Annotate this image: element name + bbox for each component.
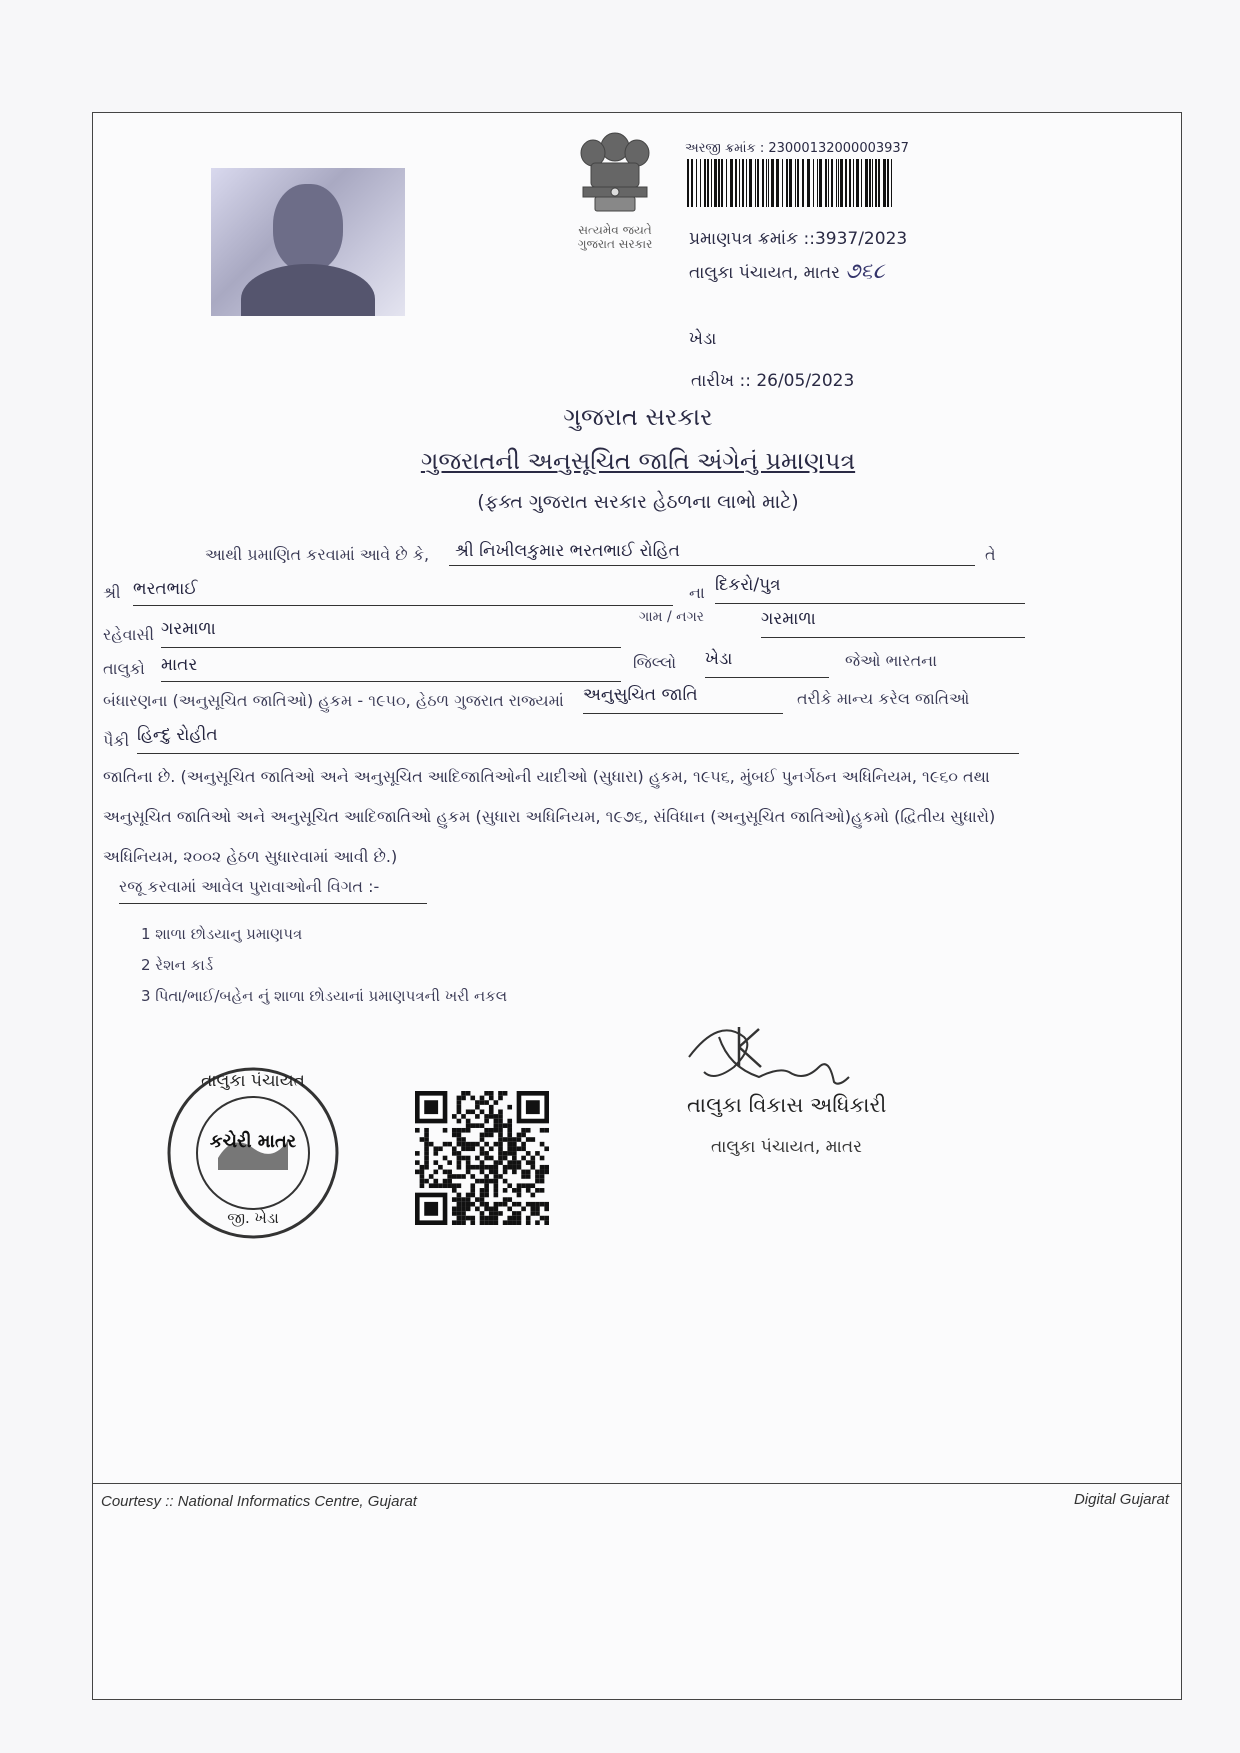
district-label: જિલ્લો [633, 653, 677, 672]
constitution-text: બંધારણના (અનુસૂચિત જાતિઓ) હુકમ - ૧૯૫૦, હેઠળ ગુજરાત રાજ્યમાં [103, 691, 564, 710]
signatory-title: તાલુકા વિકાસ અધિકારી [687, 1093, 887, 1117]
certificate-number: પ્રમાણપત્ર ક્રમાંક ::3937/2023 [689, 229, 908, 249]
certificate-note: (ફક્ત ગુજરાત સરકાર હેઠળના લાભો માટે) [477, 491, 799, 513]
caste-value: હિન્દુ રોહીત [137, 725, 1019, 754]
applicant-name: શ્રી નિખીલકુમાર ભરતભાઈ રોહિત [449, 541, 975, 566]
village-label: ગામ / નગર [639, 609, 705, 625]
issuing-office: તાલુકા પંચાયત, માતર [689, 263, 840, 283]
district-value: ખેડા [705, 649, 829, 678]
caste-group: અનુસુચિત જાતિ [583, 685, 783, 714]
paragraph-line: અનુસૂચિત જાતિઓ અને અનુસૂચિત આદિજાતિઓ હુકમ (સુધારા અધિનિયમ, ૧૯૭૬, સંવિધાન (અનુસૂચિત જાતિઓ)હુકમો (દ્વિતીય સુધારો) [103, 807, 996, 826]
emblem-caption: ગુજરાત સરકાર [577, 237, 653, 251]
relation: દિકરો/પુત્ર [715, 575, 1025, 604]
footer-brand: Digital Gujarat [1073, 1491, 1169, 1508]
recognized-text: તરીકે માન્ય કરેલ જાતિઓ [797, 689, 970, 708]
signatory-office: તાલુકા પંચાયત, માતર [711, 1137, 862, 1157]
resident-value: ગરમાળા [161, 619, 621, 648]
seal-middle-text: કચેરી માતર [209, 1131, 297, 1152]
taluka-value: માતર [161, 655, 621, 682]
evidence-item: 2 રેશન કાર્ડ [141, 956, 214, 974]
india-text: જેઓ ભારતના [845, 651, 938, 670]
barcode [685, 159, 899, 209]
ashoka-emblem-icon [565, 127, 665, 219]
state-emblem [555, 127, 675, 251]
signature-image [679, 1017, 869, 1097]
qr-code [415, 1091, 549, 1225]
applicant-photo [211, 168, 405, 316]
footer-courtesy: Courtesy :: National Informatics Centre, Gujarat [101, 1493, 417, 1510]
certificate-title: ગુજરાતની અનુસૂચિત જાતિ અંગેનું પ્રમાણપત્ર [420, 447, 856, 475]
name-suffix: તે [985, 545, 996, 564]
application-number: અરજી ક્રમાંક : 23000132000003937 [685, 141, 909, 156]
certificate-sheet [92, 112, 1182, 1700]
office-seal [163, 1063, 343, 1243]
village-value: ગરમાળા [761, 609, 1025, 638]
evidence-item: 1 શાળા છોડયાનુ પ્રમાણપત્ર [141, 925, 303, 943]
footer-rule [93, 1483, 1181, 1484]
evidence-list [141, 919, 507, 1012]
taluka-label: તાલુકો [103, 659, 145, 678]
government-title: ગુજરાત સરકાર [563, 403, 713, 431]
father-name: ભરતભાઈ [133, 579, 673, 606]
among-label: પૈકી [103, 731, 130, 750]
evidence-item: 3 પિતા/ભાઈ/બહેન નું શાળા છોડયાનાં પ્રમાણપત્રની ખરી નકલ [141, 987, 508, 1005]
certify-label: આથી પ્રમાણિત કરવામાં આવે છે કે, [205, 545, 430, 564]
seal-bottom-text: જી. ખેડા [227, 1209, 279, 1227]
emblem-motto: સત્યમેવ જયતે [578, 223, 652, 237]
paragraph-line: જાતિના છે. (અનુસૂચિત જાતિઓ અને અનુસૂચિત આદિજાતિઓની યાદીઓ (સુધારા) હુકમ, ૧૯૫૬, મુંબઈ પુનર્ગઠન અધિનિયમ, ૧૯૬૦ તથા [103, 767, 990, 786]
seal-top-text: તાલુકા પંચાયત [201, 1071, 305, 1091]
father-prefix: શ્રી [103, 583, 121, 602]
paragraph-line: અધિનિયમ, ૨૦૦૨ હેઠળ સુધારવામાં આવી છે.) [103, 847, 398, 866]
issue-date: તારીખ :: 26/05/2023 [691, 371, 855, 391]
relation-prefix: ના [689, 583, 705, 602]
resident-label: રહેવાસી [103, 625, 155, 644]
evidence-heading: રજૂ કરવામાં આવેલ પુરાવાઓની વિગત :- [119, 877, 427, 904]
district-line: ખેડા [689, 329, 717, 349]
handwritten-number: ૭૬૮ [845, 259, 885, 284]
legal-paragraph [103, 757, 1163, 877]
